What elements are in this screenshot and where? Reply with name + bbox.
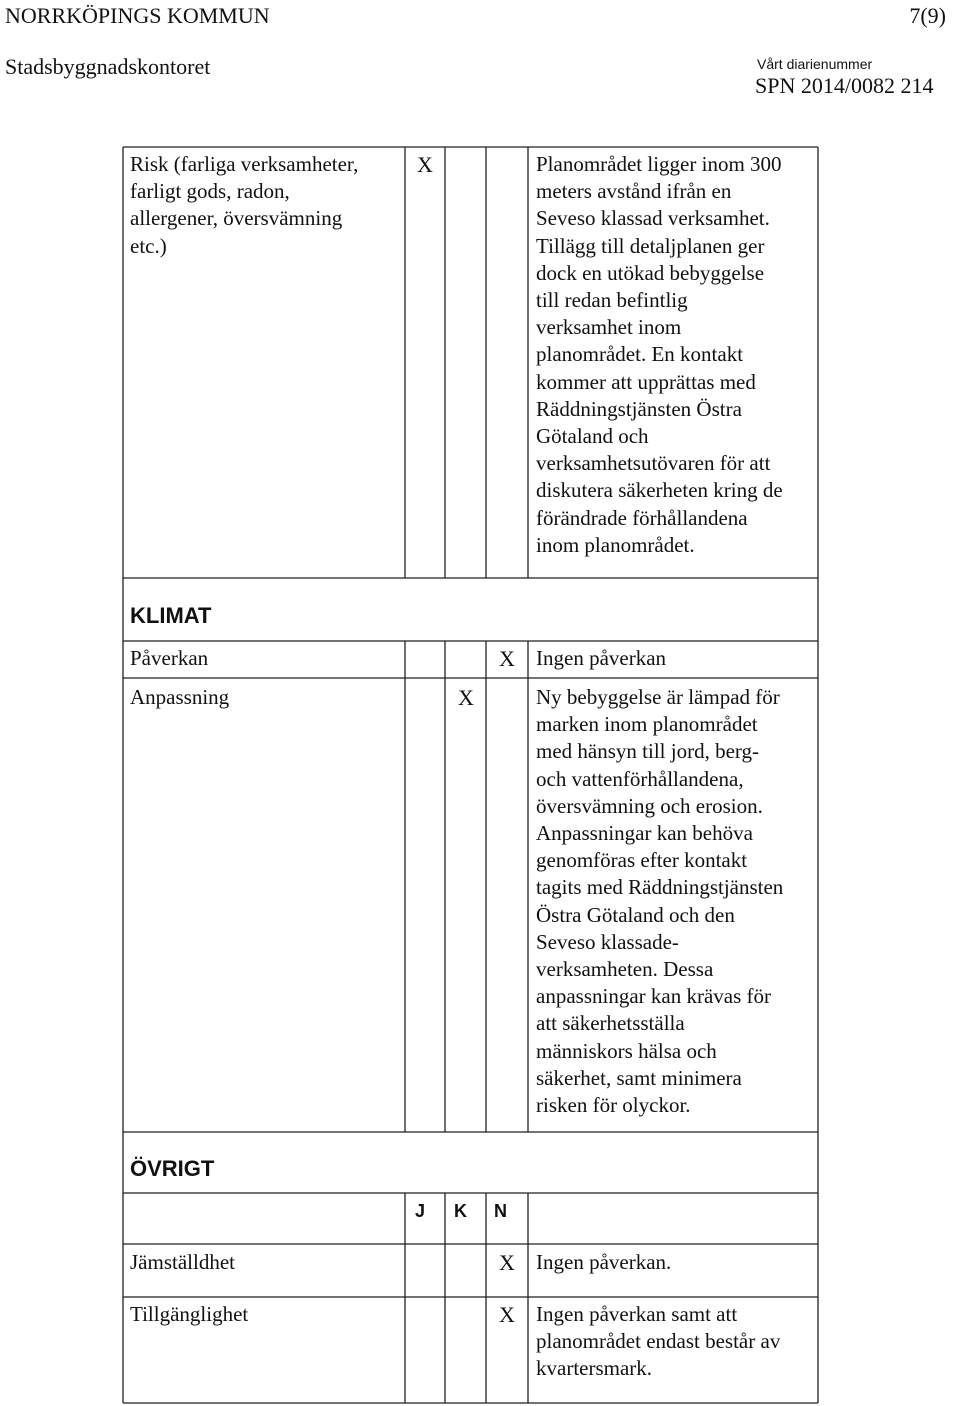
risk-label: Risk (farliga verksamheter, farligt gods, radon, allergener, översvämning etc.) xyxy=(130,152,359,258)
section-heading-klimat: KLIMAT xyxy=(130,603,212,628)
ovrigt-row-mark-n: X xyxy=(499,1250,515,1275)
klimat-row-comment: Ingen påverkan xyxy=(536,646,667,670)
column-header-k: K xyxy=(454,1201,467,1221)
section-heading-ovrigt: ÖVRIGT xyxy=(130,1156,215,1181)
risk-comment: Planområdet ligger inom 300 meters avstånd ifrån en Seveso klassad verksamhet. Tillägg till detaljplanen ger dock en utökad bebyggelse till redan befintlig verksamhet inom planområdet. En kontakt kommer att upprättas med Räddningstjänsten Östra Götaland och verksamhetsutövaren för att diskutera säkerheten kring de förändrade förhållandena inom planområdet. xyxy=(536,152,783,557)
ovrigt-row-label: Jämställdhet xyxy=(130,1250,235,1274)
department-name: Stadsbyggnadskontoret xyxy=(5,54,211,79)
ovrigt-row-mark-n: X xyxy=(499,1302,515,1327)
klimat-row-label: Påverkan xyxy=(130,646,209,670)
klimat-row-mark-k: X xyxy=(458,685,474,710)
reference-label: Vårt diarienummer xyxy=(757,56,873,72)
org-name: NORRKÖPINGS KOMMUN xyxy=(5,3,270,28)
column-header-j: J xyxy=(415,1201,426,1221)
column-header-n: N xyxy=(494,1201,507,1221)
klimat-row-comment: Ny bebyggelse är lämpad för marken inom planområdet med hänsyn till jord, berg- och vattenförhållandena, översvämning och erosion. Anpassningar kan behöva genomföras efter kontakt tagits med Räddningstjänsten Östra Götaland och den Seveso klassade- verksamheten. Dessa anpassningar kan krävas för att säkerhetsställa människors hälsa och säkerhet, samt minimera risken för olyckor. xyxy=(536,685,784,1118)
klimat-row-mark-n: X xyxy=(499,646,515,671)
ovrigt-row-comment: Ingen påverkan. xyxy=(536,1250,672,1274)
reference-number: SPN 2014/0082 214 xyxy=(755,73,934,98)
klimat-row-label: Anpassning xyxy=(130,685,230,709)
ovrigt-row-label: Tillgänglighet xyxy=(130,1302,249,1326)
page-number: 7(9) xyxy=(909,3,946,28)
ovrigt-row-comment: Ingen påverkan samt att planområdet endast består av kvartersmark. xyxy=(536,1302,781,1381)
risk-mark-j: X xyxy=(417,152,433,177)
